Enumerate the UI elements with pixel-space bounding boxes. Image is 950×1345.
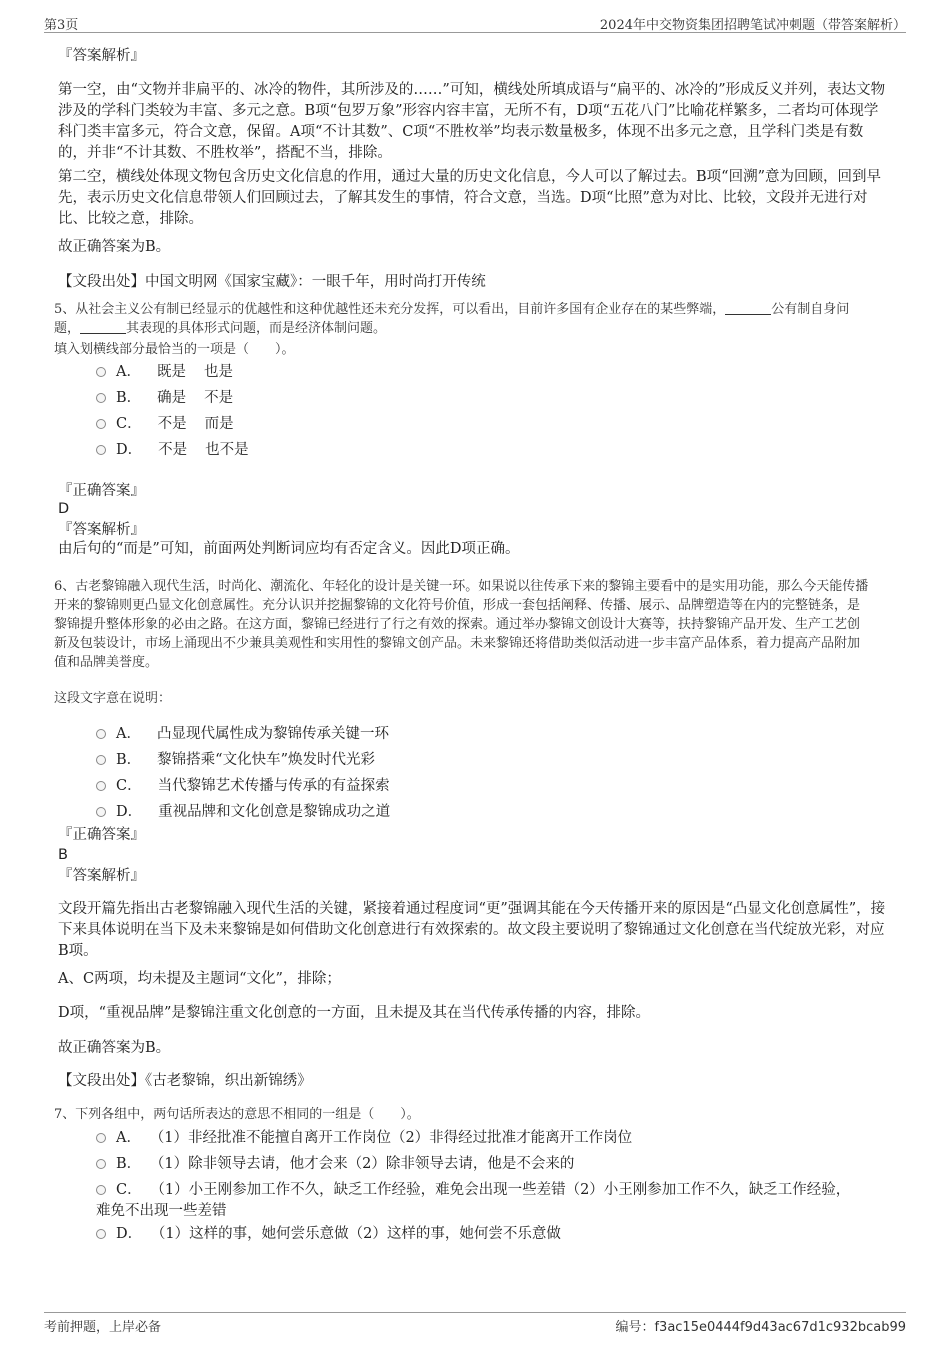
q6-option-d[interactable]: D． 重视品牌和文化创意是黎锦成功之道 (96, 802, 896, 823)
q5-blank-2 (80, 321, 126, 334)
q6-prompt: 这段文字意在说明： (54, 691, 172, 706)
q4-analysis-para2: 第二空，横线处体现文物包含历史文化信息的作用，通过大量的历史文化信息，今人可以了解过去。B项“回溯”意为回顾，回到早先，表示历史文化信息带领人们回顾过去，了解其发生的事情，符合文意，当选。D项“比照”意为对比、比较，文段并无进行对比、比较之意，排除。 (58, 169, 881, 227)
q5-stem (54, 300, 894, 338)
q5-option-b[interactable]: B． 确是 不是 (96, 388, 896, 409)
q5-stem-part3: 题， (54, 321, 81, 336)
q5-analysis: 由后句的“而是”可知，前面两处判断词应均有否定含义。因此D项正确。 (58, 541, 520, 557)
footer-code: 编号：f3ac15e0444f9d43ac67d1c932bcab99 (615, 1320, 906, 1335)
q5-option-d[interactable]: D． 不是 也不是 (96, 440, 896, 461)
radio-icon[interactable] (96, 393, 106, 403)
q6-conclusion: 故正确答案为B。 (58, 1040, 171, 1056)
document-title: 2024年中交物资集团招聘笔试冲刺题（带答案解析） (599, 18, 906, 33)
radio-icon[interactable] (96, 1133, 106, 1143)
q5-analysis-label: 『答案解析』 (58, 522, 145, 538)
q6-option-a[interactable]: A． 凸显现代属性成为黎锦传承关键一环 (96, 724, 896, 745)
radio-icon[interactable] (96, 807, 106, 817)
q6-option-c[interactable]: C． 当代黎锦艺术传播与传承的有益探索 (96, 776, 896, 797)
q4-conclusion: 故正确答案为B。 (58, 239, 171, 255)
radio-icon[interactable] (96, 1229, 106, 1239)
q5-option-c[interactable]: C． 不是 而是 (96, 414, 896, 435)
q6-analysis-para2: A、C两项，均未提及主题词“文化”，排除； (58, 971, 341, 987)
q4-analysis-label: 『答案解析』 (58, 48, 145, 64)
q6-correct-label: 『正确答案』 (58, 827, 145, 843)
radio-icon[interactable] (96, 367, 106, 377)
radio-icon[interactable] (96, 781, 106, 791)
radio-icon[interactable] (96, 1159, 106, 1169)
radio-icon[interactable] (96, 755, 106, 765)
q4-analysis-para1: 第一空，由“文物并非扁平的、冰冷的物件，其所涉及的……”可知，横线处所填成语与“扁平的、冰冷的”形成反义并列，表达文物涉及的学科门类较为丰富、多元之意。B项“包罗万象”形容内容丰富，无所不有，D项“五花八门”比喻花样繁多，二者均可体现学科门类丰富多元，符合文意，保留。A项“不计其数”、C项“不胜枚举”均表示数量极多，体现不出多元之意，且学科门类是有数的，并非“不计其数、不胜枚举”，搭配不当，排除。 (58, 82, 886, 161)
q5-answer: D (58, 501, 70, 517)
footer-slogan: 考前押题，上岸必备 (44, 1320, 162, 1335)
q5-correct-label: 『正确答案』 (58, 483, 145, 499)
q5-option-a[interactable]: A． 既是 也是 (96, 362, 896, 383)
q7-option-a[interactable]: A． （1）非经批准不能擅自离开工作岗位（2）非得经过批准才能离开工作岗位 (96, 1128, 896, 1149)
radio-icon[interactable] (96, 1185, 106, 1195)
page-header (44, 12, 906, 33)
q4-source: 【文段出处】中国文明网《国家宝藏》：一眼千年，用时尚打开传统 (58, 274, 486, 290)
q7-option-d[interactable]: D． （1）这样的事，她何尝乐意做（2）这样的事，她何尝不乐意做 (96, 1224, 896, 1245)
q6-analysis-para3: D项，“重视品牌”是黎锦注重文化创意的一方面，且未提及其在当代传承传播的内容，排除。 (58, 1005, 650, 1021)
q7-option-c[interactable]: C． （1）小王刚参加工作不久，缺乏工作经验，难免会出现一些差错（2）小王刚参加工作不久，缺乏工作经验， 难免不出现一些差错 (96, 1182, 851, 1219)
q6-option-b[interactable]: B． 黎锦搭乘“文化快车”焕发时代光彩 (96, 750, 896, 771)
q6-analysis-label: 『答案解析』 (58, 868, 145, 884)
page-number: 第3页 (44, 18, 79, 33)
q5-stem-part1: 5、从社会主义公有制已经显示的优越性和这种优越性还未充分发挥，可以看出，目前许多国有企业存在的某些弊端， (54, 302, 726, 317)
q7-stem: 7、下列各组中，两句话所表达的意思不相同的一组是（ ）。 (54, 1107, 420, 1122)
q5-blank-1 (725, 302, 771, 315)
radio-icon[interactable] (96, 729, 106, 739)
q6-analysis-para1: 文段开篇先指出古老黎锦融入现代生活的关键，紧接着通过程度词“更”强调其能在今天传播开来的原因是“凸显文化创意属性”，接下来具体说明在当下及未来黎锦是如何借助文化创意进行有效探索的。故文段主要说明了黎锦通过文化创意在当代绽放光彩，对应B项。 (58, 901, 886, 959)
radio-icon[interactable] (96, 445, 106, 455)
page-footer (44, 1312, 906, 1335)
q5-stem-part4: 其表现的具体形式问题，而是经济体制问题。 (126, 321, 387, 336)
q6-source: 【文段出处】《古老黎锦，织出新锦绣》 (58, 1073, 312, 1089)
q5-stem-part2: 公有制自身问 (771, 302, 850, 317)
q6-answer: B (58, 847, 68, 863)
q5-prompt: 填入划横线部分最恰当的一项是（ ）。 (54, 342, 295, 357)
q6-stem: 6、古老黎锦融入现代生活，时尚化、潮流化、年轻化的设计是关键一环。如果说以往传承下来的黎锦主要看中的是实用功能，那么今天能传播 开来的黎锦则更凸显文化创意属性。充分认识并挖掘黎锦的文化符号价值，形成一套包括阐释、传播、展示、品牌塑造等在内的完整链条，是 黎锦提升整体形象的必由之路。在这方面，黎锦已经进行了行之有效的探索。通过举办黎锦文创设计大赛等，扶持黎锦产品开发、生产工艺创 新及包装设计，市场上涌现出不少兼具美观性和实用性的黎锦文创产品。未来黎锦还将借助类似活动进一步丰富产品体系，着力提高产品附加 值和品牌美誉度。 (54, 579, 869, 670)
radio-icon[interactable] (96, 419, 106, 429)
q7-option-b[interactable]: B． （1）除非领导去请，他才会来（2）除非领导去请，他是不会来的 (96, 1154, 896, 1175)
